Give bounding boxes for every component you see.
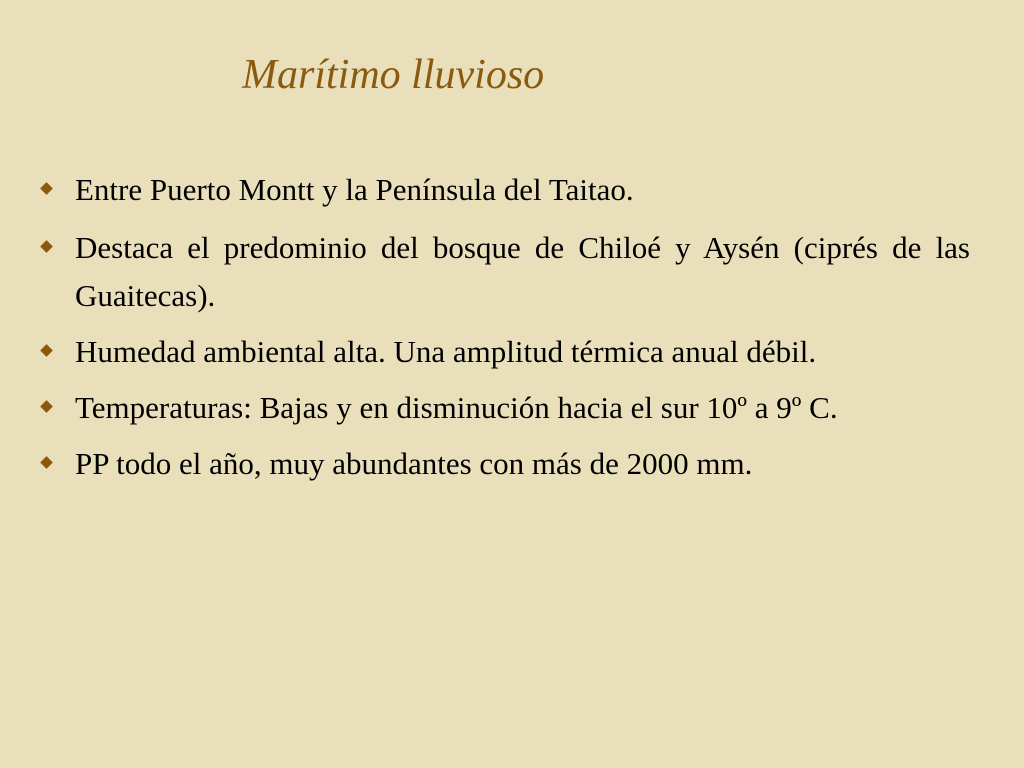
slide-title: Marítimo lluvioso [242,52,545,98]
bullet-list [40,166,970,496]
bullet-item [40,328,970,376]
bullet-item [40,224,970,320]
diamond-bullet-icon [40,456,53,469]
bullet-text: Destaca el predominio del bosque de Chiloé y Aysén (ciprés de las Guaitecas). [75,230,970,313]
diamond-bullet-icon [40,400,53,413]
diamond-bullet-icon [40,344,53,357]
bullet-text: Humedad ambiental alta. Una amplitud térmica anual débil. [75,334,817,369]
bullet-item [40,166,970,214]
diamond-bullet-icon [40,240,53,253]
bullet-item [40,384,970,432]
diamond-bullet-icon [40,182,53,195]
bullet-text: PP todo el año, muy abundantes con más de 2000 mm. [75,446,753,481]
bullet-text: Entre Puerto Montt y la Península del Taitao. [75,172,634,207]
bullet-item [40,440,970,488]
bullet-text: Temperaturas: Bajas y en disminución hacia el sur 10º a 9º C. [75,390,838,425]
